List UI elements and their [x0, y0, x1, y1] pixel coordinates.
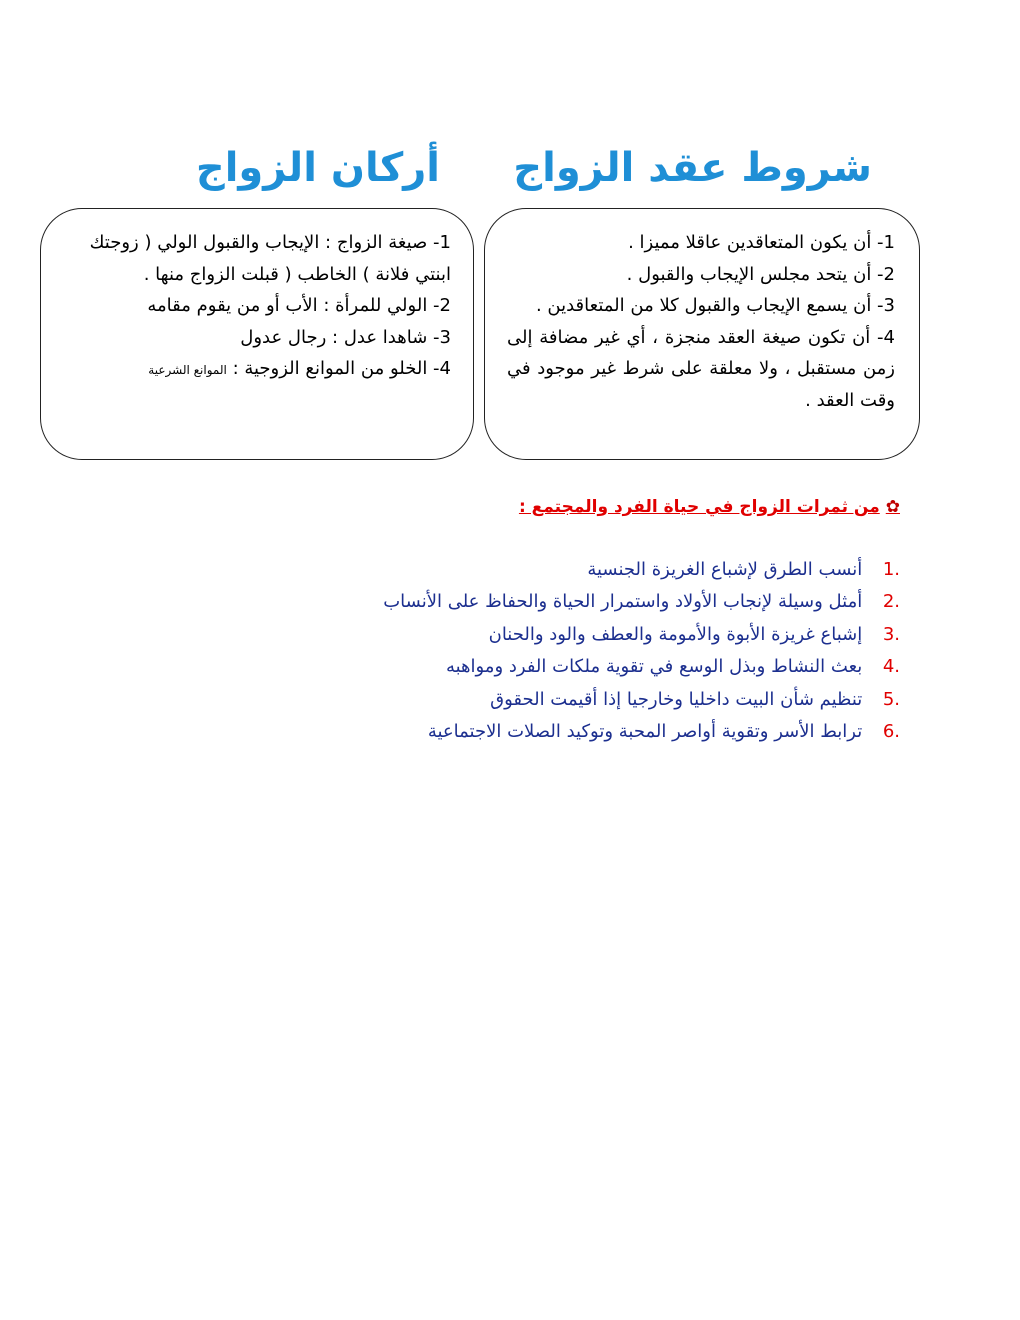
list-item: [300, 619, 900, 651]
list-item: [300, 554, 900, 586]
list-item-text: بعث النشاط وبذل الوسع في تقوية ملكات الفرد ومواهبه: [445, 656, 863, 678]
list-item-text: تنظيم شأن البيت داخليا وخارجيا إذا أقيمت الحقوق: [490, 688, 863, 710]
condition-item-3: 3- أن يسمع الإيجاب والقبول كلا من المتعاقدين .: [535, 295, 895, 316]
list-item: [300, 684, 900, 716]
list-item-number: .5: [882, 688, 900, 710]
list-item-text: إشباع غريزة الأبوة والأمومة والعطف والود والحنان: [488, 623, 863, 645]
fruits-section-title: [480, 494, 900, 520]
pillar-item-3: 3- شاهدا عدل : رجال عدول: [240, 326, 451, 348]
condition-item-4: 4- أن تكون صيغة العقد منجزة ، أي غير مضافة إلى زمن مستقبل ، ولا معلقة على شرط غير موجود في وقت العقد .: [507, 326, 895, 411]
list-item-number: .4: [882, 656, 900, 678]
pillar-item-4-note: الموانع الشرعية: [148, 363, 227, 377]
list-item: [300, 716, 900, 748]
fruits-title-text: من ثمرات الزواج في حياة الفرد والمجتمع :: [518, 497, 880, 517]
list-item-number: .3: [882, 623, 900, 645]
list-item: [300, 586, 900, 618]
list-item-text: أمثل وسيلة لإنجاب الأولاد واستمرار الحياة والحفاظ على الأنساب: [383, 591, 863, 613]
pillars-box: [40, 208, 474, 460]
pillar-item-1: 1- صيغة الزواج : الإيجاب والقبول الولي ( زوجتك ابنتي فلانة ) الخاطب ( قبلت الزواج منها .: [89, 232, 451, 285]
list-item-text: ترابط الأسر وتقوية أواصر المحبة وتوكيد الصلات الاجتماعية: [427, 720, 863, 742]
pillar-item-4-text: 4- الخلو من الموانع الزوجية :: [232, 358, 451, 379]
list-item-number: .6: [882, 720, 900, 742]
condition-item-1: 1- أن يكون المتعاقدين عاقلا مميزا .: [628, 232, 895, 253]
list-item-text: أنسب الطرق لإشباع الغريزة الجنسية: [587, 559, 863, 580]
list-item-number: .1: [882, 559, 900, 580]
list-item-number: .2: [882, 591, 900, 613]
heading-marriage-contract-conditions: شروط عقد الزواج: [513, 145, 872, 191]
condition-item-2: 2- أن يتحد مجلس الإيجاب والقبول .: [626, 263, 895, 285]
conditions-box: [484, 208, 920, 460]
list-item: [300, 651, 900, 683]
flower-icon: ✿: [885, 497, 900, 517]
pillar-item-4: [61, 353, 451, 387]
pillar-item-2: 2- الولي للمرأة : الأب أو من يقوم مقامه: [147, 295, 451, 316]
heading-marriage-pillars: أركان الزواج: [195, 145, 440, 191]
fruits-list: [300, 554, 900, 748]
